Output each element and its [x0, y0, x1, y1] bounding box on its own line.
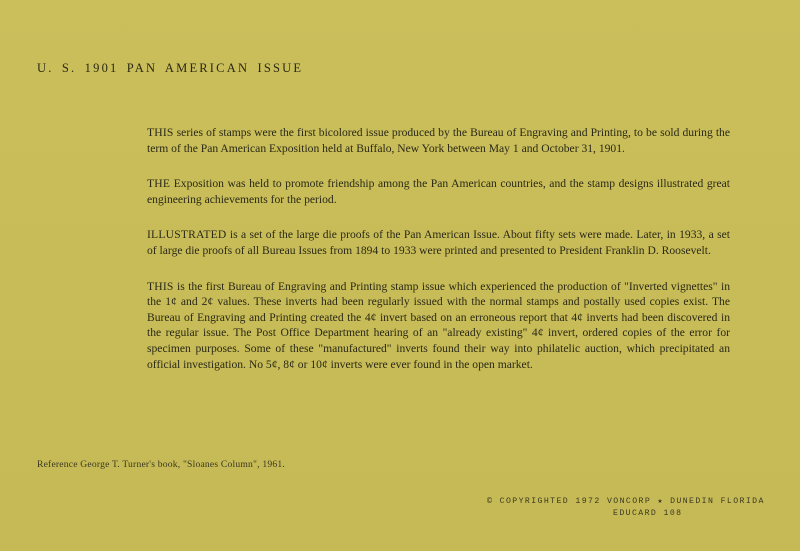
paragraph-1: [147, 125, 730, 156]
paragraph-2-lead: THE: [147, 177, 171, 191]
paragraph-4-lead: THIS: [147, 279, 174, 293]
paragraph-3-lead: ILLUSTRATED: [147, 228, 227, 242]
document-title: U. S. 1901 PAN AMERICAN ISSUE: [37, 61, 304, 75]
paragraph-2: [147, 176, 730, 207]
paragraph-1-text: series of stamps were the first bicolored issue produced by the Bureau of Engraving and Printing, to be sold during the term of the Pan American Exposition held at Buffalo, New York between May 1 and October 31, 1901.: [147, 126, 730, 155]
reference-note: Reference George T. Turner's book, "Sloanes Column", 1961.: [37, 459, 285, 470]
paragraph-3: [147, 227, 730, 258]
paragraph-2-text: Exposition was held to promote friendship among the Pan American countries, and the stamp designs illustrated great engineering achievements for the period.: [147, 177, 730, 206]
paragraph-4: [147, 279, 730, 373]
copyright-line: © COPYRIGHTED 1972 VONCORP ★ DUNEDIN FLORIDA: [487, 497, 765, 506]
educard-number: EDUCARD 108: [613, 509, 683, 518]
paragraph-4-text: is the first Bureau of Engraving and Printing stamp issue which experienced the production of "Inverted vignettes" in the 1¢ and 2¢ values. These inverts had been regularly issued with the normal stamps and postally used copies exist. The Bureau of Engraving and Printing created the 4¢ invert based on an erroneous report that 4¢ inverts had been discovered in the regular issue. The Post Office Department hearing of an "already existing" 4¢ invert, ordered copies of the error for specimen purposes. Some of these "manufactured" inverts found their way into philatelic auction, which precipitated an official investigation. No 5¢, 8¢ or 10¢ inverts were ever found in the open market.: [147, 279, 730, 371]
paragraph-3-text: is a set of the large die proofs of the Pan American Issue. About fifty sets were made. Later, in 1933, a set of large die proofs of all Bureau Issues from 1894 to 1933 were printed and presented to President Franklin D. Roosevelt.: [147, 228, 730, 257]
paragraph-1-lead: THIS: [147, 126, 174, 139]
document-body: [147, 125, 730, 372]
